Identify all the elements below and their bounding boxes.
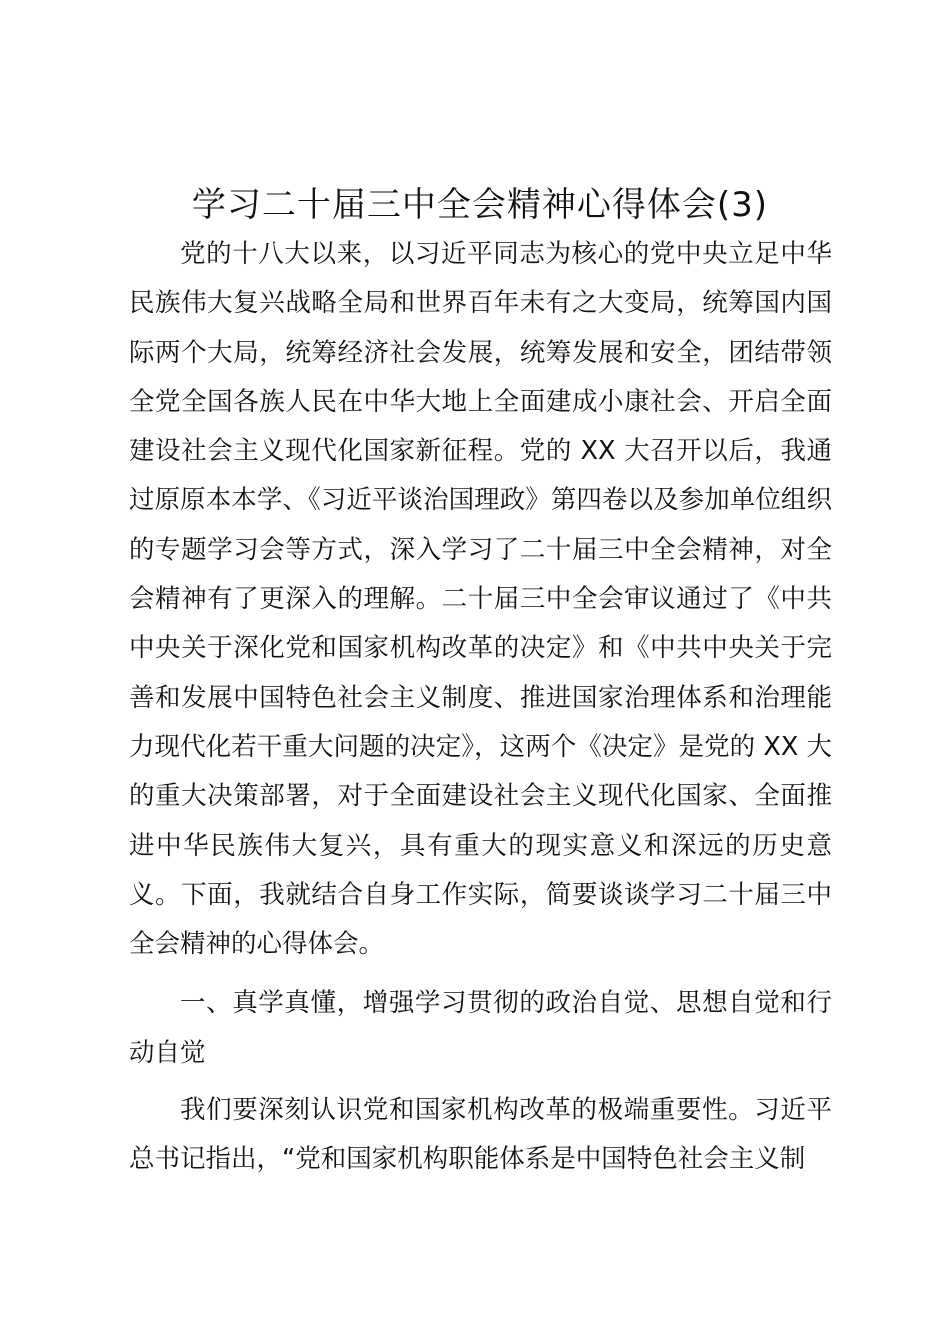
body-paragraph-intro: 党的十八大以来，以习近平同志为核心的党中央立足中华民族伟大复兴战略全局和世界百年未有之大变局，统筹国内国际两个大局，统筹经济社会发展，统筹发展和安全，团结带领全党全国各族人民在中华大地上全面建成小康社会、开启全面建设社会主义现代化国家新征程。党的 XX 大召开以后，我通过原原本本学、《习近平谈治国理政》第四卷以及参加单位组织的专题学习会等方式，深入学习了二十届三中全会精神，对全会精神有了更深入的理解。二十届三中全会审议通过了《中共中央关于深化党和国家机构改革的决定》和《中共中央关于完善和发展中国特色社会主义制度、推进国家治理体系和治理能力现代化若干重大问题的决定》，这两个《决定》是党的 XX 大的重大决策部署，对于全面建设社会主义现代化国家、全面推进中华民族伟大复兴，具有重大的现实意义和深远的历史意义。下面，我就结合自身工作实际，简要谈谈学习二十届三中全会精神的心得体会。: [129, 239, 832, 960]
section-heading-1: 一、真学真懂，增强学习贯彻的政治自觉、思想自觉和行动自觉: [129, 988, 832, 1068]
document-body: [129, 230, 832, 1185]
document-title: 学习二十届三中全会精神心得体会(3): [191, 185, 769, 225]
body-paragraph-section-1: 我们要深刻认识党和国家机构改革的极端重要性。习近平总书记指出，“党和国家机构职能体系是中国特色社会主义制: [129, 1095, 832, 1175]
